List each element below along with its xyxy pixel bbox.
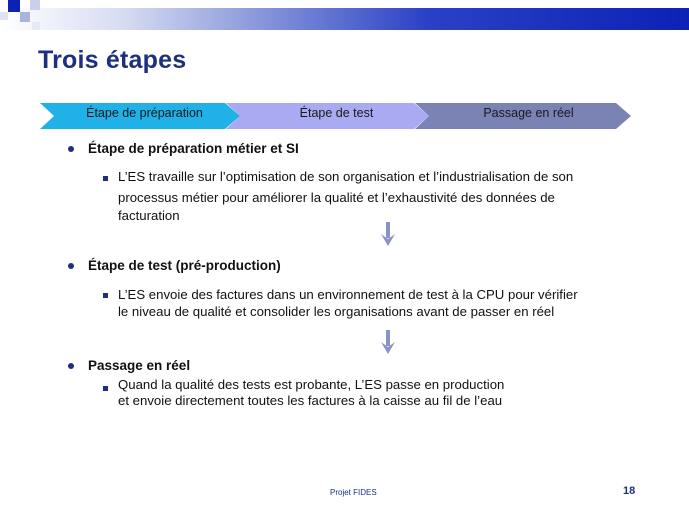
chevron-label-preparation: Étape de préparation bbox=[86, 106, 203, 120]
section-text-line: et envoie directement toutes les factures à la caisse au fil de l’eau bbox=[118, 393, 503, 408]
square-bullet bbox=[103, 293, 108, 298]
page-title: Trois étapes bbox=[38, 46, 187, 74]
section-text-line: le niveau de qualité et consolider les organisations avant de passer en réel bbox=[118, 304, 555, 319]
header-square-1 bbox=[8, 0, 20, 12]
section-text-line: Quand la qualité des tests est probante, L’ES passe en production bbox=[118, 377, 505, 392]
header-square-3 bbox=[30, 0, 40, 10]
section-text-line: processus métier pour améliorer la qualité et l’exhaustivité des données de bbox=[118, 190, 555, 205]
header-gradient-band bbox=[0, 8, 689, 30]
section-text-line: facturation bbox=[118, 208, 180, 223]
square-bullet bbox=[103, 386, 108, 391]
down-arrow-icon bbox=[380, 222, 396, 248]
header-square-5 bbox=[32, 22, 40, 30]
page-number: 18 bbox=[623, 485, 636, 497]
bullet-dot bbox=[68, 263, 74, 269]
chevron-label-passage: Passage en réel bbox=[483, 106, 574, 120]
header-square-2 bbox=[20, 12, 30, 22]
section-text-line: L’ES travaille sur l’optimisation de son organisation et l’industrialisation de son bbox=[118, 169, 574, 184]
bullet-dot bbox=[68, 363, 74, 369]
section-heading-passage: Passage en réel bbox=[88, 358, 191, 373]
chevron-label-test: Étape de test bbox=[299, 106, 374, 120]
header-square-4 bbox=[0, 12, 8, 20]
section-heading-test: Étape de test (pré-production) bbox=[88, 258, 281, 273]
footer-project-name: Projet FIDES bbox=[330, 488, 377, 497]
bullet-dot bbox=[68, 146, 74, 152]
down-arrow-icon bbox=[380, 330, 396, 356]
square-bullet bbox=[103, 176, 108, 181]
section-text-line: L’ES envoie des factures dans un environnement de test à la CPU pour vérifier bbox=[118, 287, 578, 302]
section-heading-preparation: Étape de préparation métier et SI bbox=[88, 141, 299, 156]
